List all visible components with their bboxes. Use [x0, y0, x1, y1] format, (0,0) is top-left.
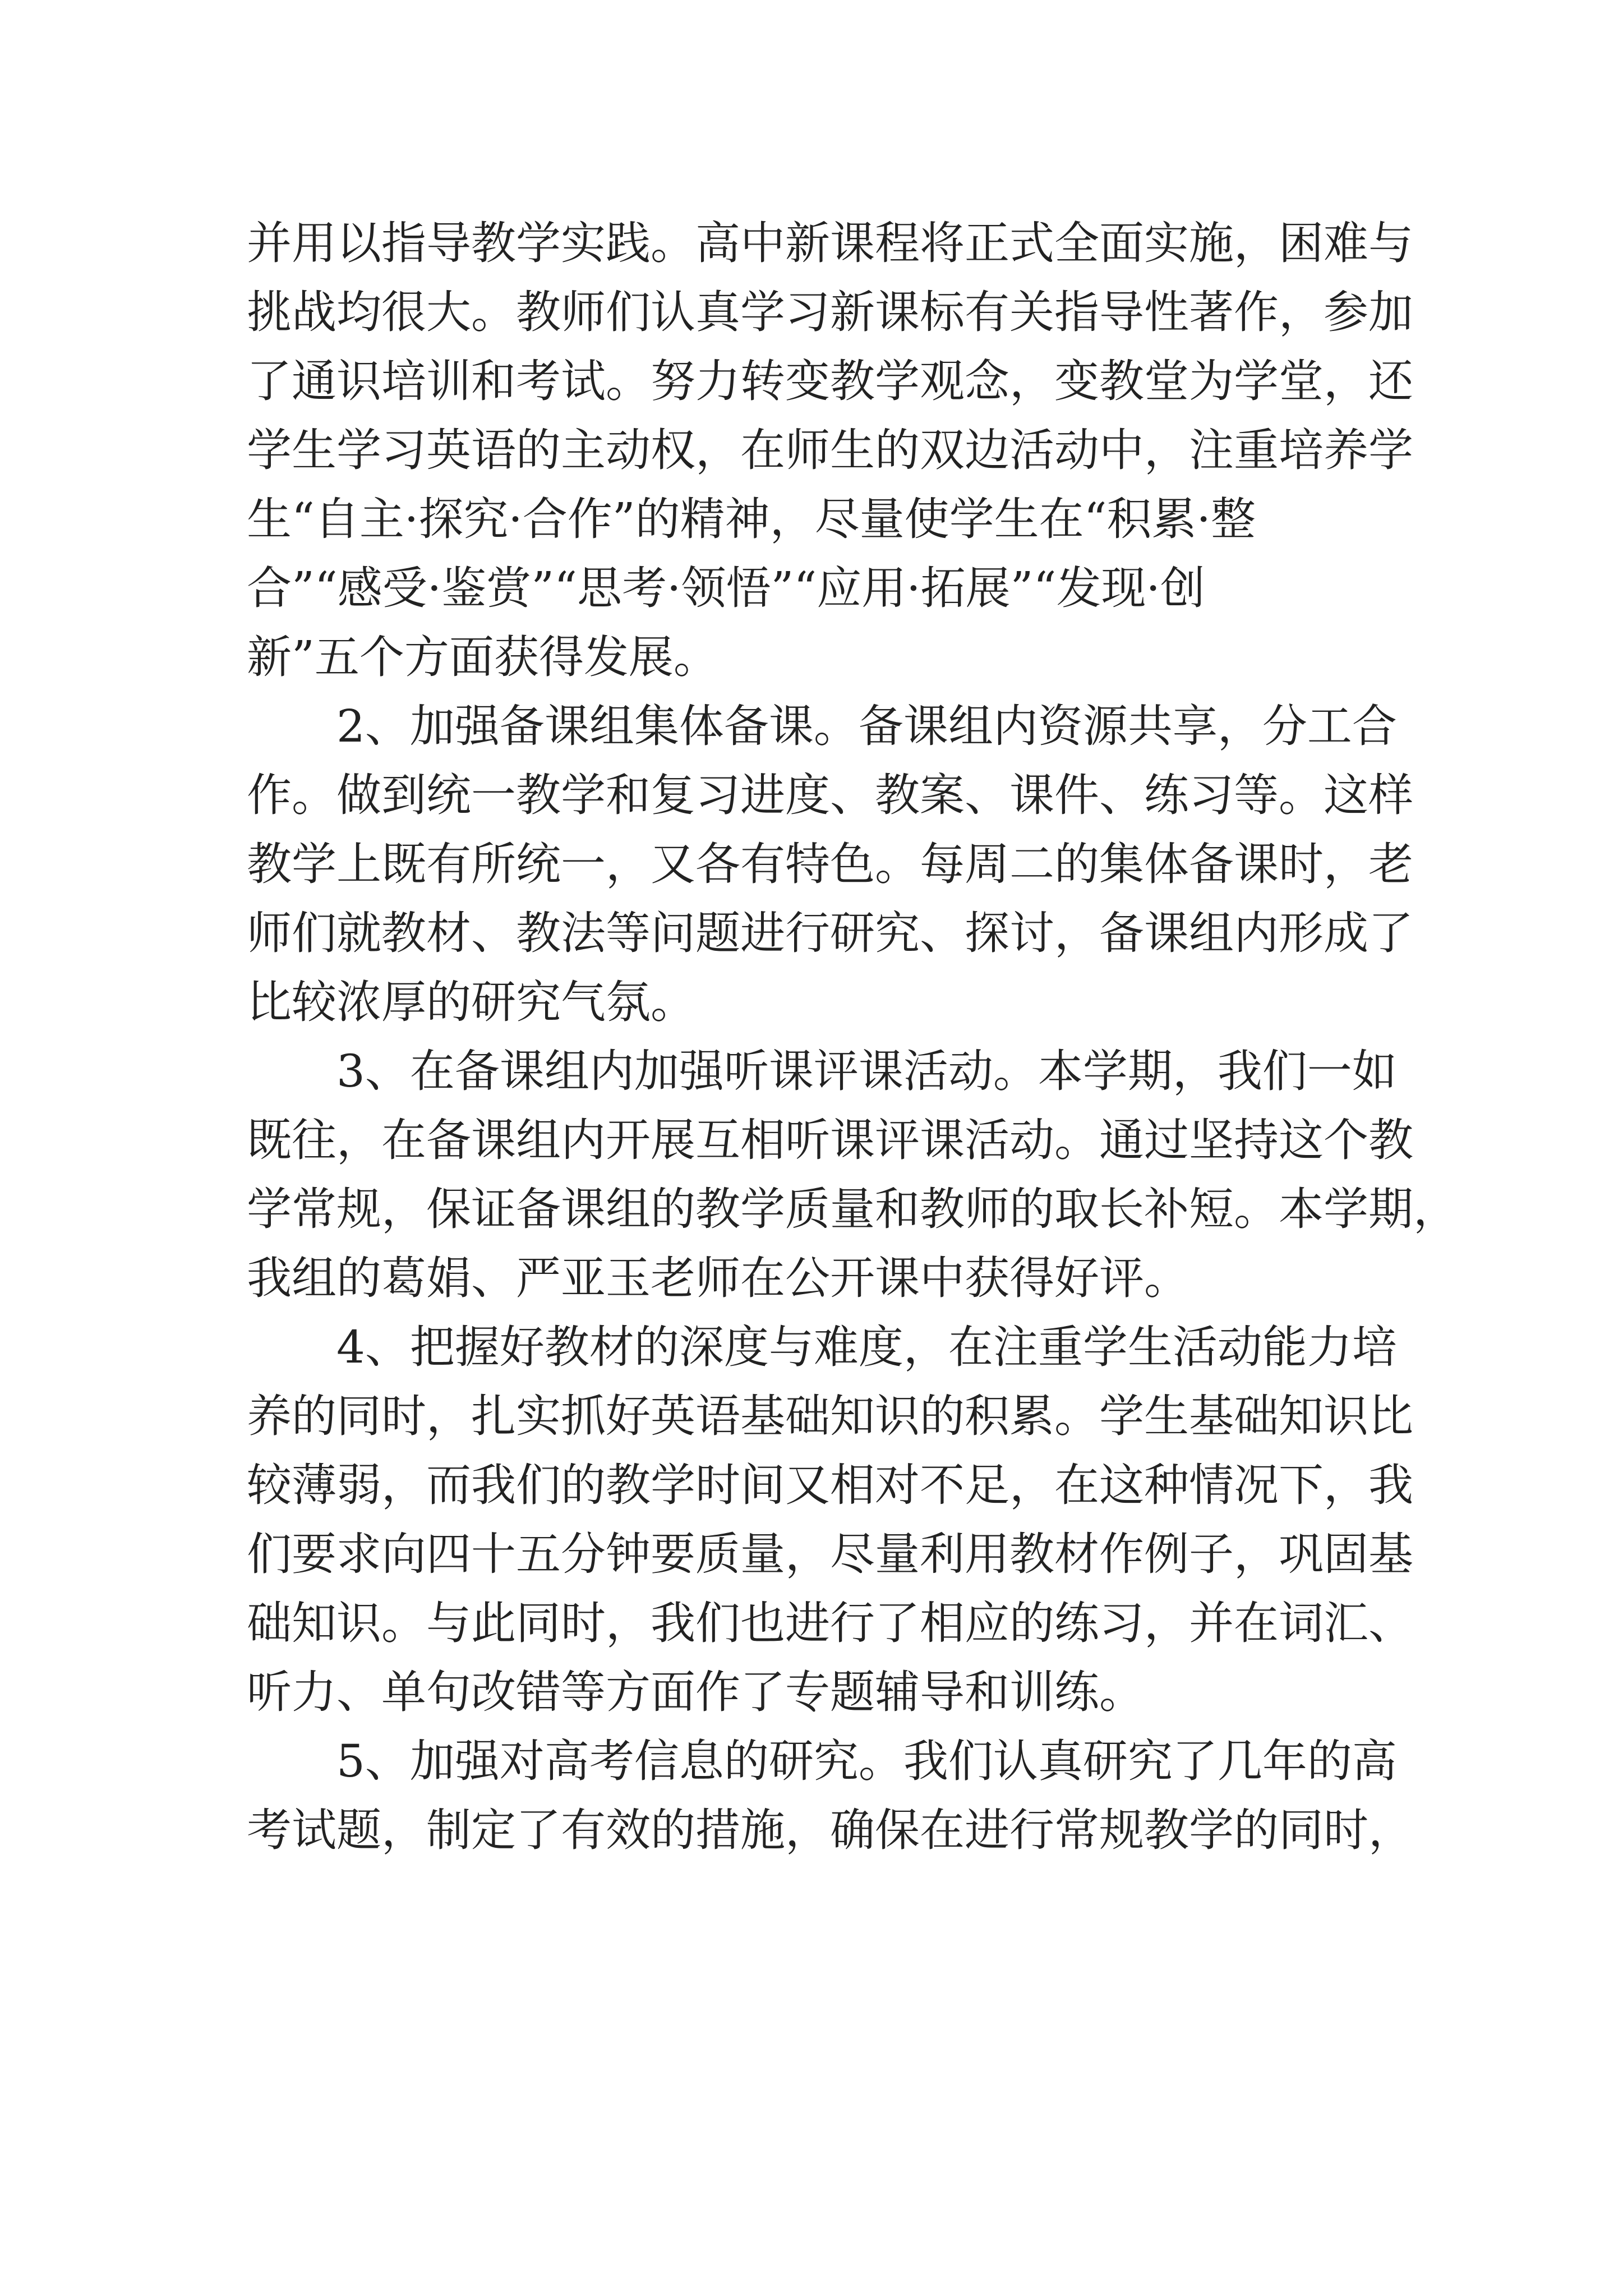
text-line: 学生学习英语的主动权，在师生的双边活动中，注重培养学 — [247, 424, 1413, 476]
text-line: 师们就教材、教法等问题进行研究、探讨，备课组内形成了 — [247, 907, 1413, 959]
text-line: 听力、单句改错等方面作了专题辅导和训练。 — [247, 1666, 1144, 1718]
text-line: 新”五个方面获得发展。 — [247, 631, 718, 683]
text-line: 们要求向四十五分钟要质量，尽量利用教材作例子，巩固基 — [247, 1528, 1413, 1580]
paragraph-item-5 — [247, 1727, 1413, 1865]
text-line: 合”“感受·鉴赏”“思考·领悟”“应用·拓展”“发现·创 — [247, 562, 1205, 614]
text-line: 学常规，保证备课组的教学质量和教师的取长补短。本学期， — [247, 1183, 1458, 1235]
text-line: 养的同时，扎实抓好英语基础知识的积累。学生基础知识比 — [247, 1390, 1413, 1442]
text-line: 教学上既有所统一，又各有特色。每周二的集体备课时，老 — [247, 838, 1413, 890]
text-line: 挑战均很大。教师们认真学习新课标有关指导性著作，参加 — [247, 286, 1413, 338]
text-line: 既往，在备课组内开展互相听课评课活动。通过坚持这个教 — [247, 1114, 1413, 1166]
text-line: 4、把握好教材的深度与难度，在注重学生活动能力培 — [336, 1321, 1397, 1373]
text-line: 3、在备课组内加强听课评课活动。本学期，我们一如 — [336, 1045, 1397, 1097]
paragraph-item-3 — [247, 1037, 1458, 1313]
paragraph-item-4 — [247, 1313, 1413, 1727]
text-line: 并用以指导教学实践。高中新课程将正式全面实施，困难与 — [247, 217, 1413, 269]
text-line: 了通识培训和考试。努力转变教学观念，变教堂为学堂，还 — [247, 355, 1413, 407]
text-line: 较薄弱，而我们的教学时间又相对不足，在这种情况下，我 — [247, 1459, 1413, 1511]
text-line: 考试题，制定了有效的措施，确保在进行常规教学的同时， — [247, 1804, 1413, 1856]
paragraph-continued — [247, 209, 1413, 692]
paragraph-item-2 — [247, 692, 1413, 1037]
text-line: 础知识。与此同时，我们也进行了相应的练习，并在词汇、 — [247, 1597, 1413, 1649]
document-body — [247, 209, 1458, 1865]
text-line: 生“自主·探究·合作”的精神，尽量使学生在“积累·整 — [247, 493, 1256, 545]
text-line: 我组的葛娟、严亚玉老师在公开课中获得好评。 — [247, 1252, 1189, 1304]
text-line: 5、加强对高考信息的研究。我们认真研究了几年的高 — [336, 1735, 1397, 1787]
text-line: 2、加强备课组集体备课。备课组内资源共享，分工合 — [336, 700, 1397, 752]
text-line: 作。做到统一教学和复习进度、教案、课件、练习等。这样 — [247, 769, 1413, 821]
text-line: 比较浓厚的研究气氛。 — [247, 976, 695, 1028]
